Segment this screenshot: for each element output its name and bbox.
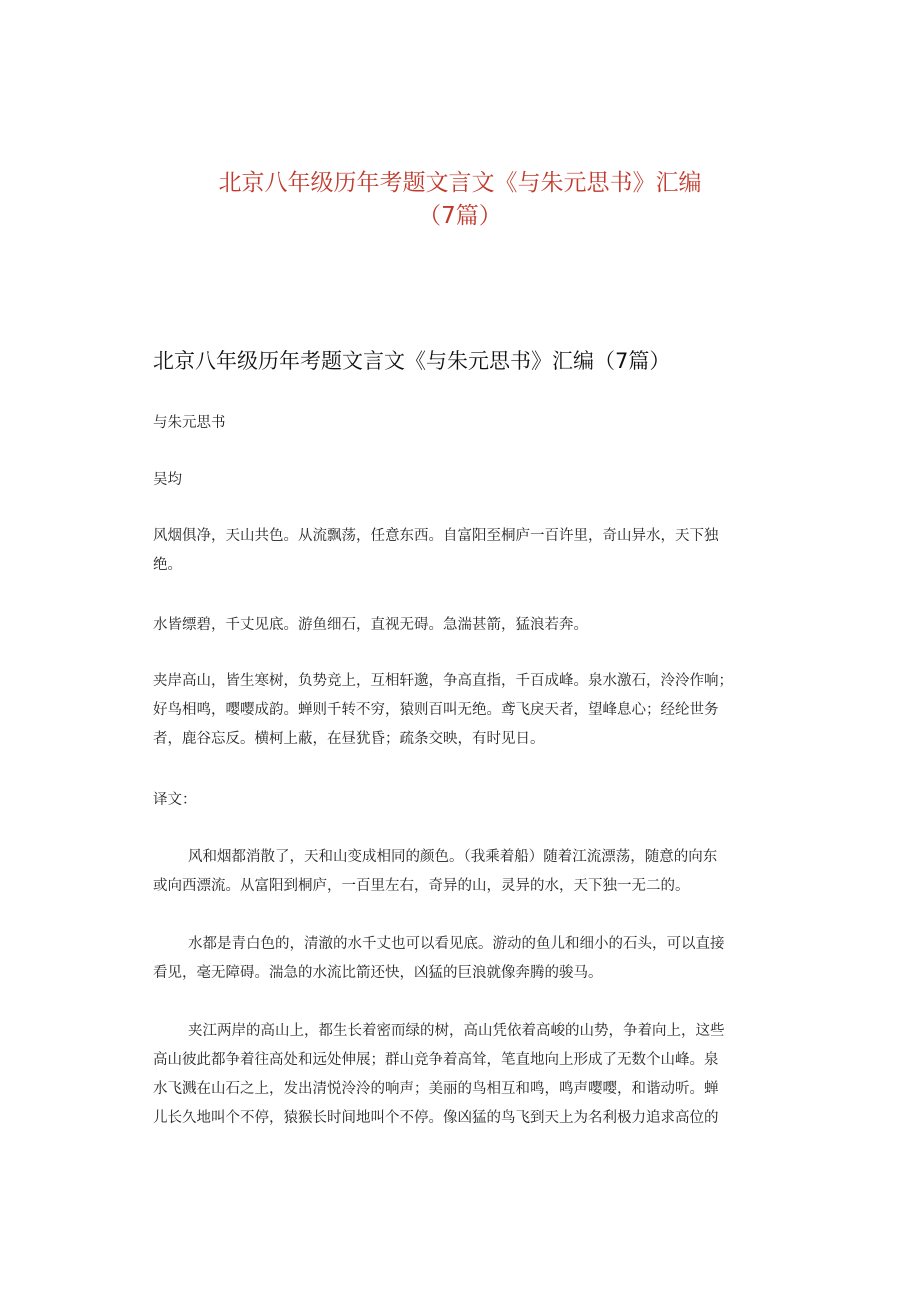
section-heading: 北京八年级历年考题文言文《与朱元思书》汇编（7篇） — [153, 349, 671, 373]
text-line: 者，鹿谷忘反。横柯上蔽，在昼犹昏；疏条交映，有时见日。 — [153, 731, 545, 747]
original-paragraph-2 — [153, 611, 773, 640]
author-name: 吴均 — [153, 472, 182, 488]
text-line: 夹江两岸的高山上，都生长着密而绿的树，高山凭依着高峻的山势，争着向上，这些 — [188, 1023, 725, 1039]
original-paragraph-3 — [153, 667, 773, 754]
text-line: 水皆缥碧，千丈见底。游鱼细石，直视无碍。急湍甚箭，猛浪若奔。 — [153, 617, 588, 633]
cover-title: 北京八年级历年考题文言文《与朱元思书》汇编 — [218, 170, 702, 196]
text-line: 夹岸高山，皆生寒树，负势竞上，互相轩邈，争高直指，千百成峰。泉水激石，泠泠作响； — [153, 673, 733, 689]
translation-paragraph-3 — [153, 1017, 773, 1133]
translation-paragraph-2 — [153, 930, 773, 988]
text-line: 风和烟都消散了，天和山变成相同的颜色。（我乘着船）随着江流漂荡，随意的向东 — [188, 849, 718, 865]
text-line: 或向西漂流。从富阳到桐庐，一百里左右，奇异的山，灵异的水，天下独一无二的。 — [153, 878, 690, 894]
text-line: 好鸟相鸣，嘤嘤成韵。蝉则千转不穷，猿则百叫无绝。鸢飞戾天者，望峰息心；经纶世务 — [153, 702, 719, 718]
text-line: 水都是青白色的，清澈的水千丈也可以看见底。游动的鱼儿和细小的石头，可以直接 — [188, 936, 725, 952]
text-line: 风烟俱净，天山共色。从流飘荡，任意东西。自富阳至桐庐一百许里，奇山异水，天下独 — [153, 528, 719, 544]
text-line: 高山彼此都争着往高处和远处伸展；群山竞争着高耸，笔直地向上形成了无数个山峰。泉 — [153, 1052, 719, 1068]
translation-paragraph-1 — [153, 843, 773, 901]
work-title: 与朱元思书 — [153, 415, 226, 431]
text-line: 儿长久地叫个不停，猿猴长时间地叫个不停。像凶猛的鸟飞到天上为名利极力追求高位的 — [153, 1110, 719, 1126]
cover-subtitle: （7篇） — [418, 203, 502, 229]
text-line: 水飞溅在山石之上，发出清悦泠泠的响声；美丽的鸟相互和鸣，鸣声嘤嘤，和谐动听。蝉 — [153, 1081, 719, 1097]
translation-label: 译文： — [153, 792, 197, 808]
text-line: 绝。 — [153, 557, 182, 573]
original-paragraph-1 — [153, 522, 773, 580]
text-line: 看见，毫无障碍。湍急的水流比箭还快，凶猛的巨浪就像奔腾的骏马。 — [153, 965, 603, 981]
